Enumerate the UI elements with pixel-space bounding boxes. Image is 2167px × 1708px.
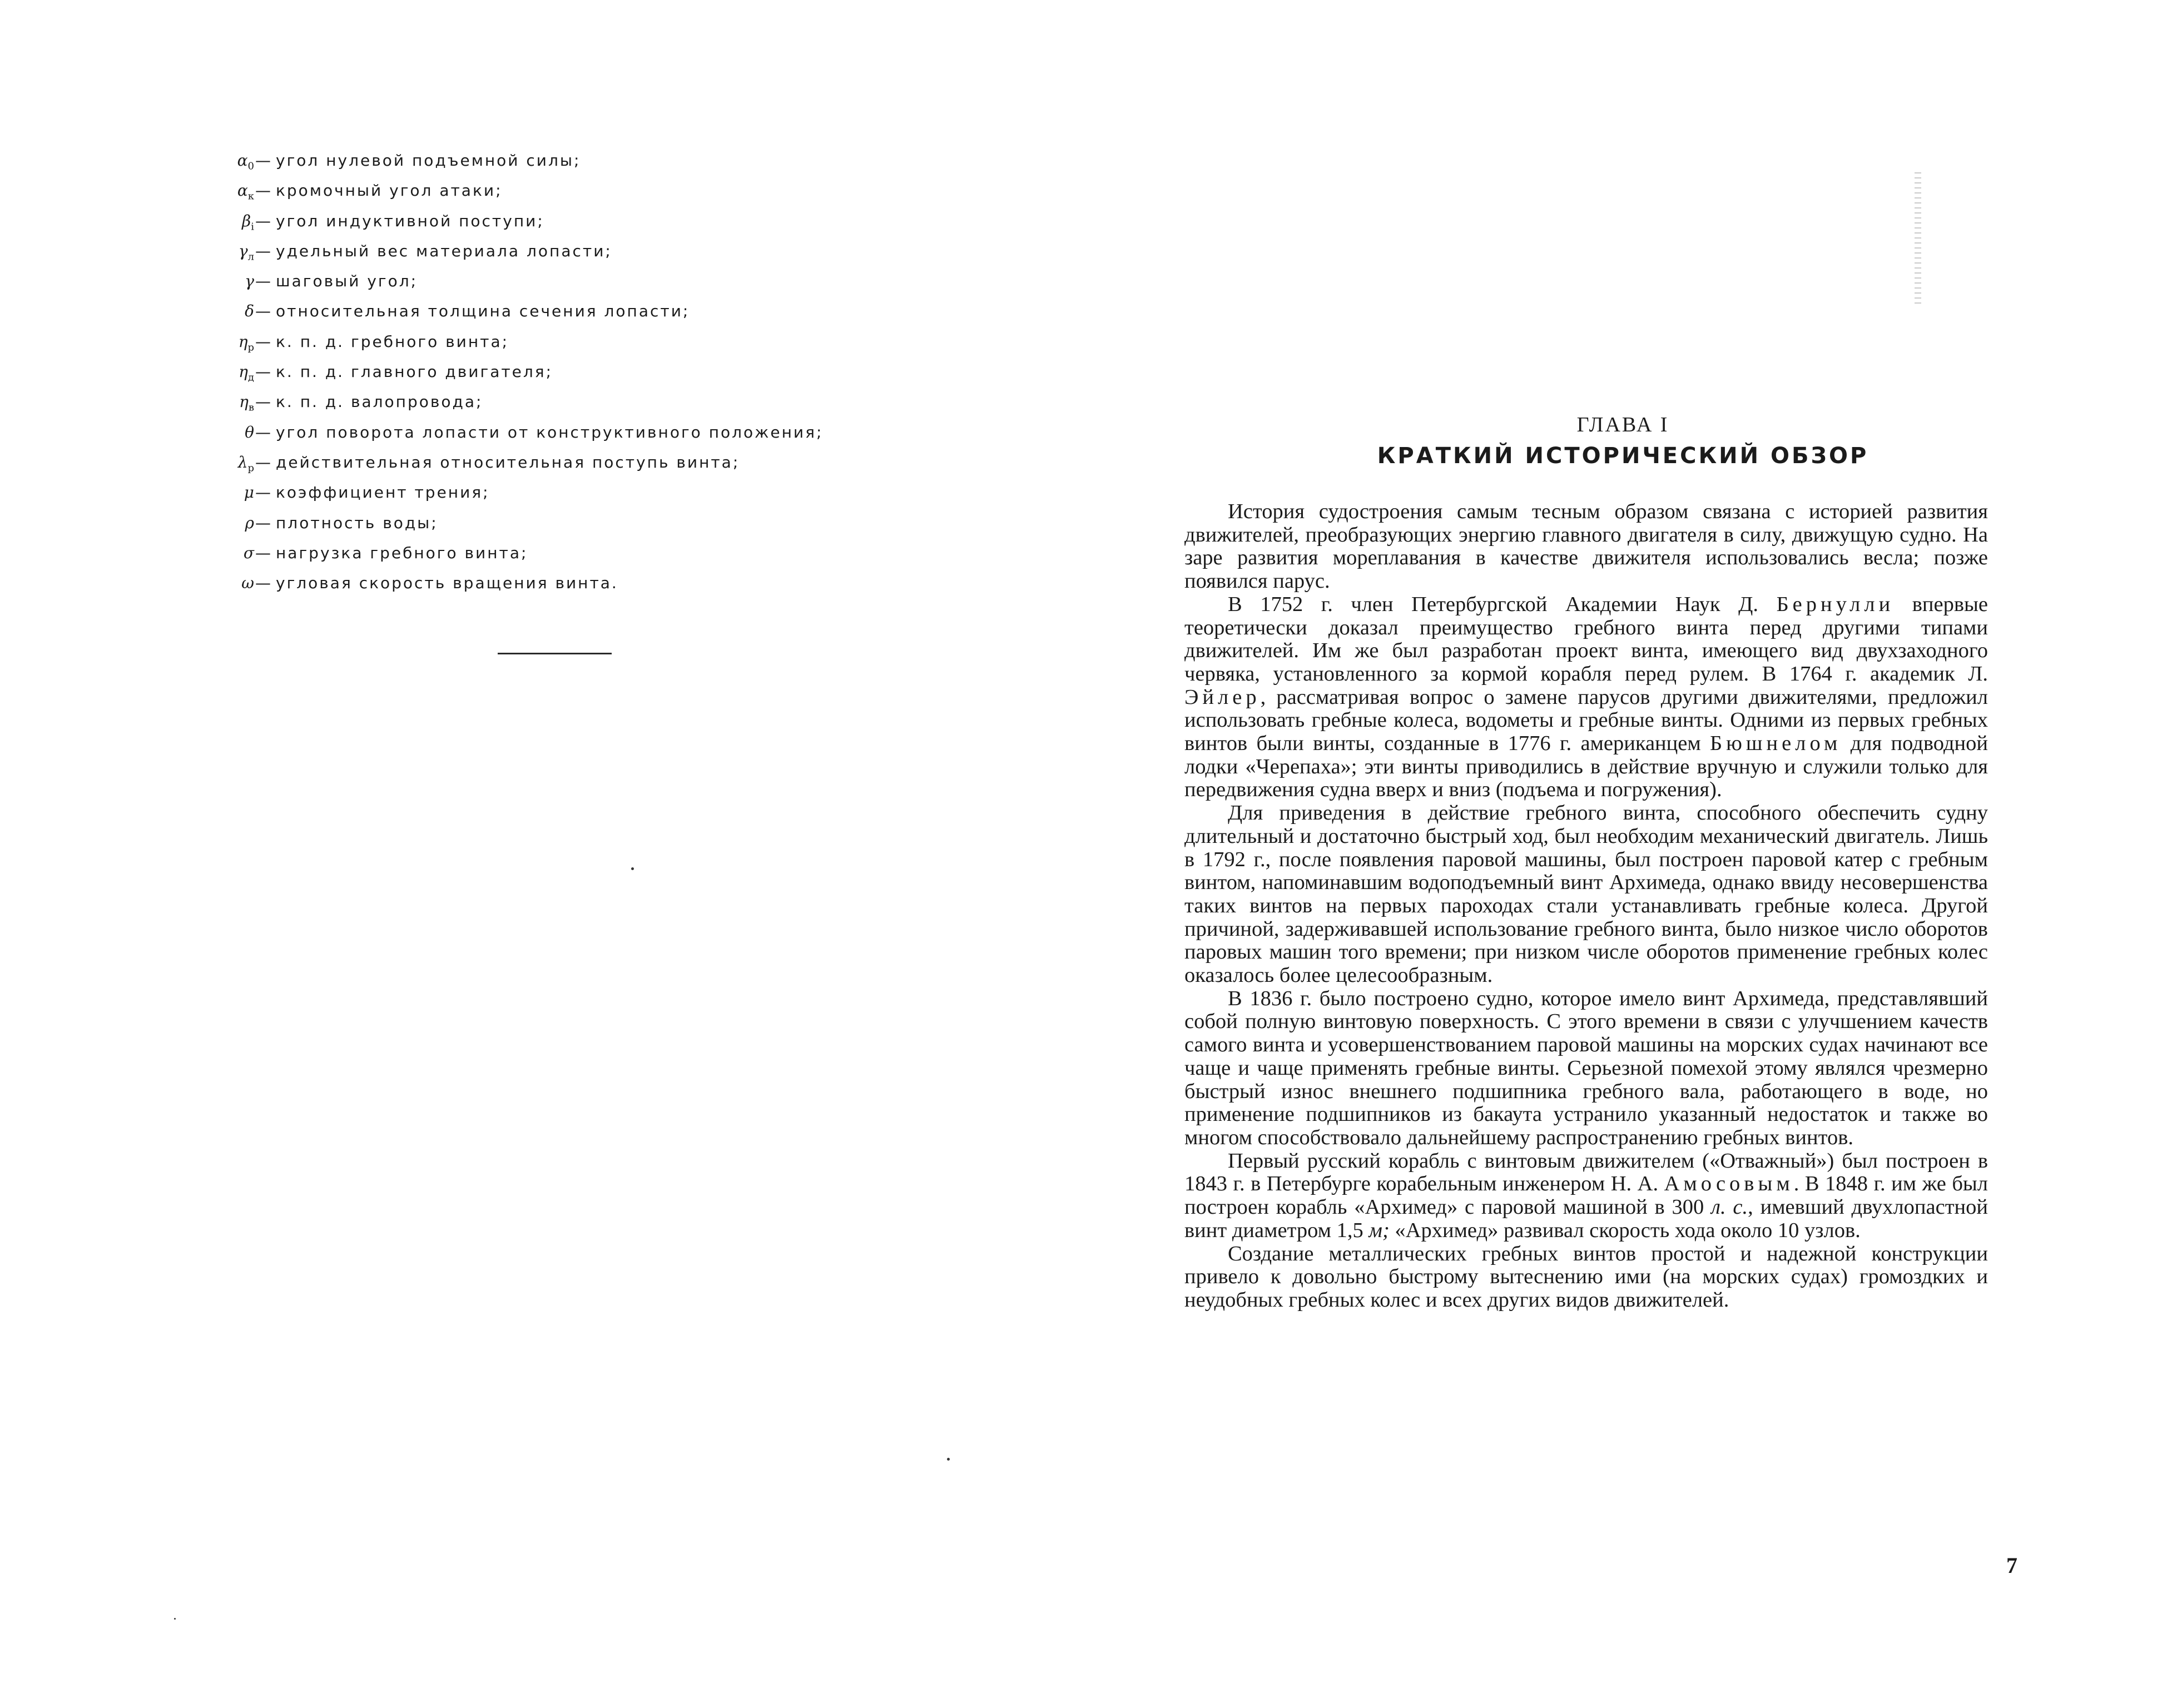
paragraph: Первый русский корабль с винтовым движителем («Отважный») был построен в 1843 г. в Петербурге корабельным инженером Н. А. Амосовым. В 1848 г. им же был построен корабль «Архимед» с паровой машиной в 300 л. с., имевший двухлопастной винт диаметром 1,5 м; «Архимед» развивал скорость хода около 10 узлов.: [1184, 1149, 1988, 1242]
dash: —: [255, 543, 272, 562]
symbol: $\beta_i$: [242, 211, 254, 233]
symbol: θ: [245, 423, 254, 441]
symbol: $\gamma_л$: [238, 241, 254, 263]
symbol-description: угол индуктивной поступи;: [276, 211, 544, 230]
dash: —: [255, 393, 272, 411]
dash: —: [255, 272, 272, 291]
symbol-description: угловая скорость вращения винта.: [276, 574, 618, 593]
paragraph: В 1836 г. было построено судно, которое имело винт Архимеда, представлявший собой полную винтовую поверхность. С этого времени в связи с улучшением качеств самого винта и усовершенствованием паровой машины на морских судах начинают все чаще и чаще применять гребные винты. Серьезной помехой этому являлся чрезмерно быстрый износ внешнего подшипника гребного вала, работающего в воде, но применение подшипников из бакаута устранило указанный недостаток и также во многом способствовало дальнейшему распространению гребных винтов.: [1184, 986, 1988, 1149]
dash: —: [255, 151, 272, 170]
symbol-description: нагрузка гребного винта;: [276, 543, 528, 562]
symbol: $\lambda_р$: [237, 453, 254, 474]
symbol-row: [220, 332, 887, 363]
symbol-description: действительная относительная поступь винта;: [276, 453, 740, 471]
symbol-row: [220, 574, 887, 604]
symbol-row: [220, 242, 887, 272]
right-page: [1079, 0, 2167, 1708]
symbol-row: [220, 272, 887, 302]
symbol-description: плотность воды;: [276, 513, 438, 532]
dash: —: [255, 513, 272, 532]
symbol-description: коэффициент трения;: [276, 483, 490, 502]
person-name: Амосовым: [1664, 1172, 1794, 1196]
symbol-row: [220, 514, 887, 544]
symbol-row: [220, 544, 887, 574]
chapter-body: [1184, 500, 1988, 1312]
dash: —: [255, 211, 272, 230]
symbol: ω: [241, 574, 254, 593]
symbol-row: [220, 483, 887, 513]
print-speck: [947, 1458, 950, 1461]
symbol-list: [220, 151, 887, 604]
dash: —: [255, 574, 272, 593]
symbol: $\alpha_к$: [237, 181, 254, 202]
symbol: $\eta_р$: [238, 332, 254, 354]
unit: м;: [1368, 1218, 1390, 1242]
person-name: Бюшнелом: [1710, 732, 1842, 756]
person-name: Бернулли: [1776, 592, 1895, 616]
dash: —: [255, 423, 272, 441]
symbol-row: [220, 151, 887, 181]
chapter-label: ГЛАВА I: [1576, 413, 1669, 436]
symbol-row: [220, 393, 887, 423]
paragraph: Создание металлических гребных винтов простой и надежной конструкции привело к довольно быстрому вытеснению ими (на морских судах) громоздких и неудобных гребных колес и всех других видов движителей.: [1184, 1242, 1988, 1312]
symbol: $\eta_д$: [239, 363, 254, 384]
section-end-rule: [498, 653, 612, 654]
dash: —: [255, 302, 272, 321]
print-speck: [174, 1618, 176, 1620]
symbol: ρ: [245, 513, 254, 532]
symbol-row: [220, 453, 887, 483]
symbol-row: [220, 212, 887, 242]
dash: —: [255, 181, 272, 200]
dash: —: [255, 332, 272, 351]
paragraph: История судостроения самым тесным образом связана с историей развития движителей, преобразующих энергию главного двигателя в силу, движущую судно. На заре развития мореплавания в качестве движителя использовались весла; позже появился парус.: [1184, 500, 1988, 593]
page-number: 7: [2006, 1553, 2017, 1578]
symbol-description: относительная толщина сечения лопасти;: [276, 302, 690, 321]
chapter-title: КРАТКИЙ ИСТОРИЧЕСКИЙ ОБЗОР: [1377, 443, 1869, 469]
dash: —: [255, 363, 272, 381]
dash: —: [255, 241, 272, 260]
symbol-description: кромочный угол атаки;: [276, 181, 503, 200]
symbol-description: к. п. д. валопровода;: [276, 393, 483, 411]
symbol-row: [220, 363, 887, 393]
symbol: μ: [244, 483, 254, 502]
symbol-description: к. п. д. гребного винта;: [276, 332, 509, 351]
unit: л. с.: [1711, 1195, 1748, 1219]
symbol-description: к. п. д. главного двигателя;: [276, 363, 553, 381]
symbol-row: [220, 302, 887, 332]
symbol-description: угол поворота лопасти от конструктивного положения;: [276, 423, 824, 441]
person-name: Эйлер: [1184, 685, 1261, 709]
symbol: $\alpha_0$: [237, 151, 254, 172]
symbol: δ: [245, 302, 254, 321]
paragraph: Для приведения в действие гребного винта, способного обеспечить судну длительный и достаточно быстрый ход, был необходим механический двигатель. Лишь в 1792 г., после появления паровой машины, был построен паровой катер с гребным винтом, напоминавшим водоподъемный винт Архимеда, однако ввиду несовершенства таких винтов на первых пароходах стали устанавливать гребные колеса. Другой причиной, задерживавшей использование гребного винта, было низкое число оборотов паровых машин того времени; при низком числе оборотов применение гребных колес оказалось более целесообразным.: [1184, 801, 1988, 987]
symbol: γ: [245, 272, 254, 291]
symbol-row: [220, 181, 887, 211]
symbol-description: удельный вес материала лопасти;: [276, 241, 612, 260]
symbol: $\eta_в$: [239, 393, 254, 414]
symbol-row: [220, 423, 887, 453]
print-speck: [631, 867, 634, 870]
left-page: [0, 0, 1079, 1708]
symbol: σ: [243, 543, 254, 562]
symbol-description: угол нулевой подъемной силы;: [276, 151, 581, 170]
scan-edge-noise: [1915, 172, 1921, 306]
symbol-description: шаговый угол;: [276, 272, 418, 291]
dash: —: [255, 483, 272, 502]
dash: —: [255, 453, 272, 471]
paragraph: В 1752 г. член Петербургской Академии Наук Д. Бернулли впервые теоретически доказал преимущество гребного винта перед другими типами движителей. Им же был разработан проект винта, имеющего вид двухзаходного червяка, установленного за кормой корабля перед рулем. В 1764 г. академик Л. Эйлер, рассматривая вопрос о замене парусов другими движителями, предложил использовать гребные колеса, водометы и гребные винты. Одними из первых гребных винтов были винты, созданные в 1776 г. американцем Бюшнелом для подводной лодки «Черепаха»; эти винты приводились в действие вручную и служили только для передвижения судна вверх и вниз (подъема и погружения).: [1184, 592, 1988, 802]
